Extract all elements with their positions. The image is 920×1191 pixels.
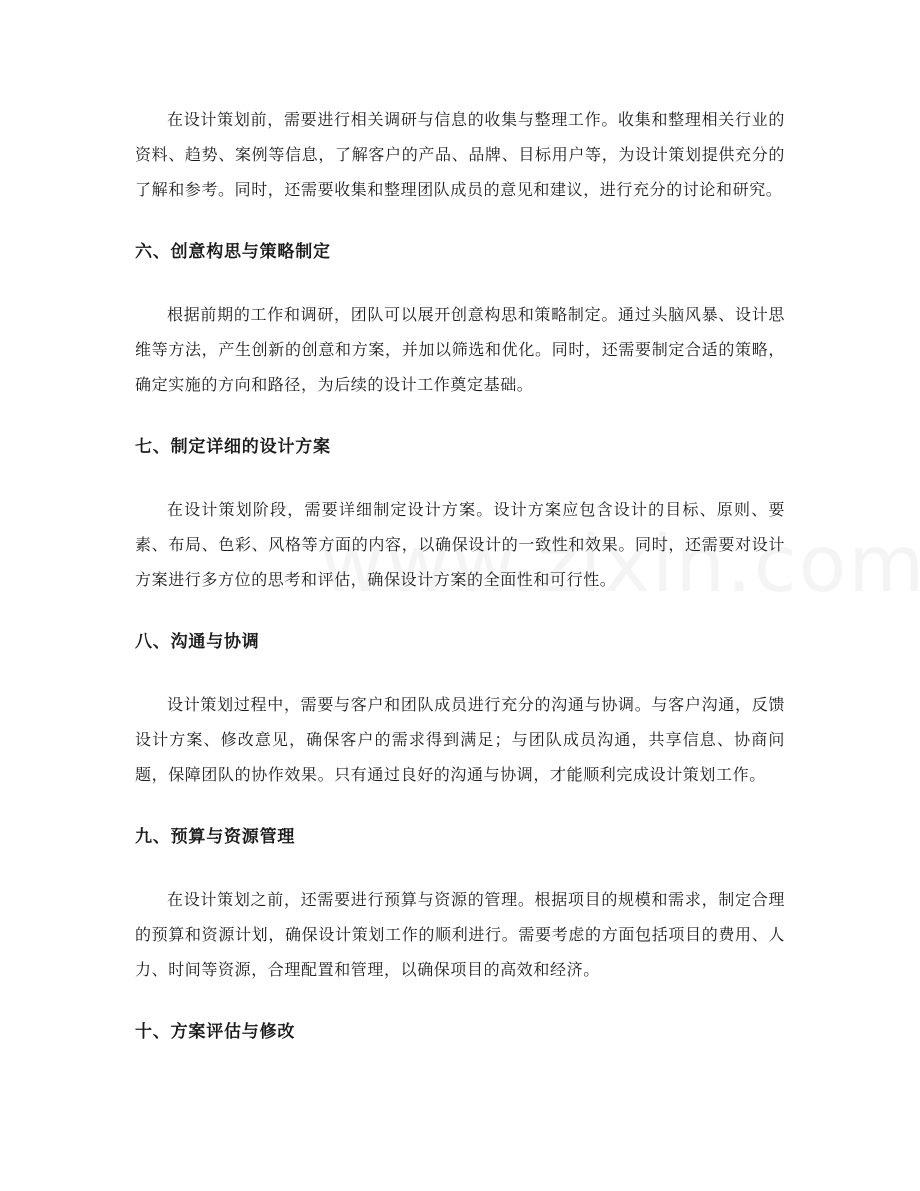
intro-paragraph: 在设计策划前，需要进行相关调研与信息的收集与整理工作。收集和整理相关行业的资料、趋势、案例等信息，了解客户的产品、品牌、目标用户等，为设计策划提供充分的了解和参考。同时，还需要收集和整理团队成员的意见和建议，进行充分的讨论和研究。: [135, 110, 785, 199]
section-6-heading: 六、创意构思与策略制定: [135, 242, 331, 262]
section-9-paragraph: 在设计策划之前，还需要进行预算与资源的管理。根据项目的规模和需求，制定合理的预算和资源计划，确保设计策划工作的顺利进行。需要考虑的方面包括项目的费用、人力、时间等资源，合理配置和管理，以确保项目的高效和经济。: [135, 890, 785, 979]
section-6-paragraph: 根据前期的工作和调研，团队可以展开创意构思和策略制定。通过头脑风暴、设计思维等方法，产生创新的创意和方案，并加以筛选和优化。同时，还需要制定合适的策略，确定实施的方向和路径，为后续的设计工作奠定基础。: [135, 305, 785, 394]
section-8-paragraph: 设计策划过程中，需要与客户和团队成员进行充分的沟通与协调。与客户沟通，反馈设计方案、修改意见，确保客户的需求得到满足；与团队成员沟通，共享信息、协商问题，保障团队的协作效果。只有通过良好的沟通与协调，才能顺利完成设计策划工作。: [135, 695, 785, 784]
section-8-heading: 八、沟通与协调: [135, 632, 260, 652]
document-body: [135, 102, 785, 1077]
section-10-heading: 十、方案评估与修改: [135, 1022, 296, 1042]
section-7-heading: 七、制定详细的设计方案: [135, 437, 331, 457]
section-9-heading: 九、预算与资源管理: [135, 827, 296, 847]
section-7-paragraph: 在设计策划阶段，需要详细制定设计方案。设计方案应包含设计的目标、原则、要素、布局、色彩、风格等方面的内容，以确保设计的一致性和效果。同时，还需要对设计方案进行多方位的思考和评估，确保设计方案的全面性和可行性。: [135, 500, 785, 589]
